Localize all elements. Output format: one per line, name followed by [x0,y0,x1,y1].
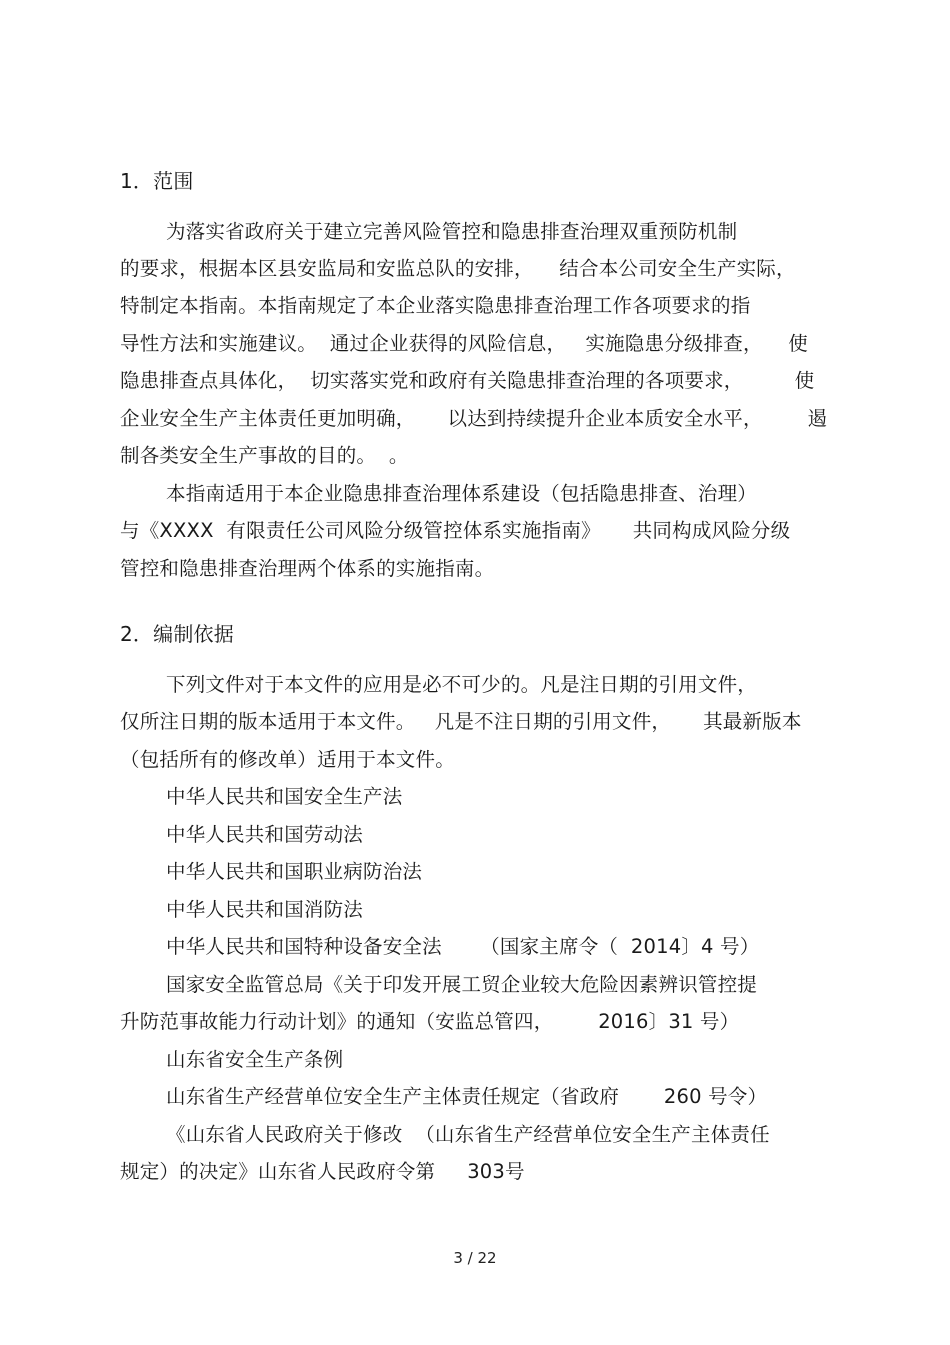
paragraph-line: 隐患排查点具体化， 切实落实党和政府有关隐患排查治理的各项要求， 使 [120,369,815,392]
paragraph-line: 本指南适用于本企业隐患排查治理体系建设（包括隐患排查、治理） [166,482,758,505]
reference-item: 《山东省人民政府关于修改 （山东省生产经营单位安全生产主体责任 [166,1123,770,1146]
reference-item: 山东省生产经营单位安全生产主体责任规定（省政府 260 号令） [166,1085,768,1108]
section-heading: 1．范围 [120,169,194,193]
reference-item: 山东省安全生产条例 [166,1048,344,1071]
paragraph-line: 特制定本指南。本指南规定了本企业落实隐患排查治理工作各项要求的指 [120,294,751,317]
reference-item: 国家安全监管总局《关于印发开展工贸企业较大危险因素辨识管控提 [166,973,758,996]
paragraph-line: 为落实省政府关于建立完善风险管控和隐患排查治理双重预防机制 [166,220,738,243]
reference-item: 中华人民共和国劳动法 [166,823,364,846]
reference-item: 中华人民共和国安全生产法 [166,785,403,808]
paragraph-line: 企业安全生产主体责任更加明确， 以达到持续提升企业本质安全水平， 遏 [120,407,828,430]
paragraph-line: 与《XXXX 有限责任公司风险分级管控体系实施指南》 共同构成风险分级 [120,519,791,542]
paragraph-line: 管控和隐患排查治理两个体系的实施指南。 [120,557,495,580]
section-heading: 2．编制依据 [120,622,234,646]
reference-item-continuation: 升防范事故能力行动计划》的通知（安监总管四， 2016〕31 号） [120,1010,740,1033]
reference-item: 中华人民共和国特种设备安全法 （国家主席令（ 2014〕4 号） [166,935,760,958]
page-number: 3 / 22 [453,1249,497,1267]
paragraph-line: 仅所注日期的版本适用于本文件。 凡是不注日期的引用文件， 其最新版本 [120,710,802,733]
paragraph-line: 制各类安全生产事故的目的。 。 [120,444,409,467]
paragraph-line: 下列文件对于本文件的应用是必不可少的。凡是注日期的引用文件， [166,673,758,696]
paragraph-line: 导性方法和实施建议。 通过企业获得的风险信息， 实施隐患分级排查， 使 [120,332,808,355]
reference-item: 中华人民共和国消防法 [166,898,364,921]
paragraph-line: 的要求，根据本区县安监局和安监总队的安排， 结合本公司安全生产实际， [120,257,796,280]
paragraph-line: （包括所有的修改单）适用于本文件。 [120,748,455,771]
reference-item-continuation: 规定）的决定》山东省人民政府令第 303号 [120,1160,525,1183]
reference-item: 中华人民共和国职业病防治法 [166,860,423,883]
